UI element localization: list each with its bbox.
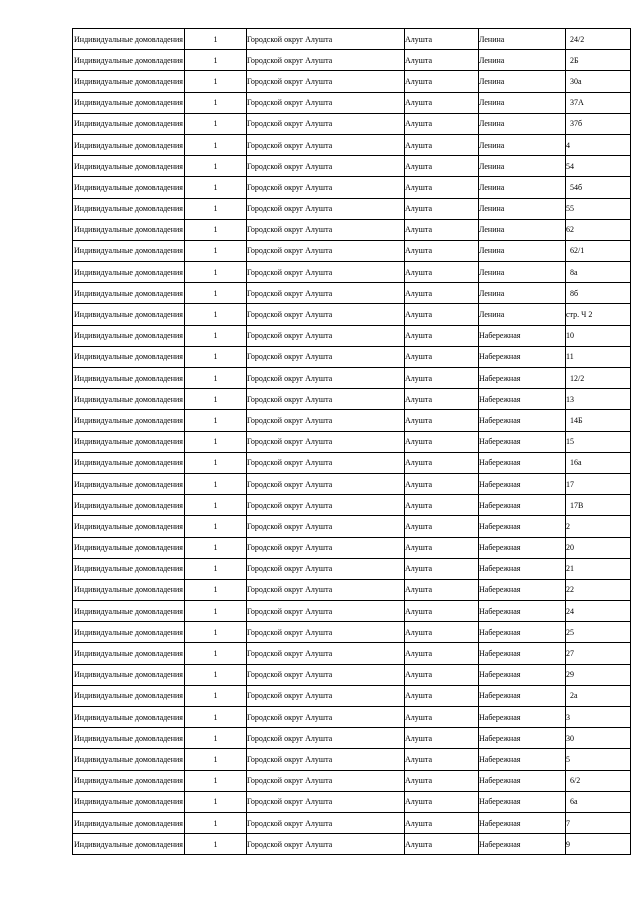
city-cell: Алушта	[405, 812, 479, 833]
city-cell: Алушта	[405, 283, 479, 304]
city-cell: Алушта	[405, 558, 479, 579]
table-row	[73, 368, 631, 389]
city-cell: Алушта	[405, 71, 479, 92]
street-cell: Набережная	[479, 325, 566, 346]
municipality-cell: Городской округ Алушта	[247, 368, 405, 389]
street-cell: Набережная	[479, 410, 566, 431]
municipality-cell: Городской округ Алушта	[247, 177, 405, 198]
street-cell: Набережная	[479, 834, 566, 855]
municipality-cell: Городской округ Алушта	[247, 812, 405, 833]
quantity-cell: 1	[185, 113, 247, 134]
table-row	[73, 240, 631, 261]
house-number-cell: 6а	[566, 791, 631, 812]
municipality-cell: Городской округ Алушта	[247, 495, 405, 516]
table-row	[73, 558, 631, 579]
type-cell: Индивидуальные домовладения	[73, 749, 185, 770]
table-row	[73, 389, 631, 410]
house-number-cell: 21	[566, 558, 631, 579]
municipality-cell: Городской округ Алушта	[247, 516, 405, 537]
type-cell: Индивидуальные домовладения	[73, 579, 185, 600]
city-cell: Алушта	[405, 622, 479, 643]
table-row	[73, 749, 631, 770]
city-cell: Алушта	[405, 92, 479, 113]
house-number-cell: 12/2	[566, 368, 631, 389]
house-number-cell: 54	[566, 156, 631, 177]
house-number-cell: 54б	[566, 177, 631, 198]
municipality-cell: Городской округ Алушта	[247, 262, 405, 283]
city-cell: Алушта	[405, 537, 479, 558]
street-cell: Ленина	[479, 177, 566, 198]
type-cell: Индивидуальные домовладения	[73, 834, 185, 855]
municipality-cell: Городской округ Алушта	[247, 134, 405, 155]
type-cell: Индивидуальные домовладения	[73, 791, 185, 812]
city-cell: Алушта	[405, 473, 479, 494]
street-cell: Ленина	[479, 50, 566, 71]
municipality-cell: Городской округ Алушта	[247, 685, 405, 706]
city-cell: Алушта	[405, 156, 479, 177]
table-row	[73, 198, 631, 219]
quantity-cell: 1	[185, 473, 247, 494]
street-cell: Набережная	[479, 770, 566, 791]
municipality-cell: Городской округ Алушта	[247, 452, 405, 473]
quantity-cell: 1	[185, 622, 247, 643]
city-cell: Алушта	[405, 219, 479, 240]
type-cell: Индивидуальные домовладения	[73, 325, 185, 346]
municipality-cell: Городской округ Алушта	[247, 707, 405, 728]
house-number-cell: 10	[566, 325, 631, 346]
house-number-cell: 37А	[566, 92, 631, 113]
city-cell: Алушта	[405, 601, 479, 622]
municipality-cell: Городской округ Алушта	[247, 29, 405, 50]
house-number-cell: 24/2	[566, 29, 631, 50]
type-cell: Индивидуальные домовладения	[73, 177, 185, 198]
type-cell: Индивидуальные домовладения	[73, 537, 185, 558]
type-cell: Индивидуальные домовладения	[73, 92, 185, 113]
house-number-cell: 2Б	[566, 50, 631, 71]
house-number-cell: 24	[566, 601, 631, 622]
type-cell: Индивидуальные домовладения	[73, 601, 185, 622]
type-cell: Индивидуальные домовладения	[73, 622, 185, 643]
municipality-cell: Городской округ Алушта	[247, 728, 405, 749]
quantity-cell: 1	[185, 410, 247, 431]
type-cell: Индивидуальные домовладения	[73, 473, 185, 494]
municipality-cell: Городской округ Алушта	[247, 579, 405, 600]
street-cell: Набережная	[479, 579, 566, 600]
house-number-cell: 16а	[566, 452, 631, 473]
type-cell: Индивидуальные домовладения	[73, 452, 185, 473]
street-cell: Набережная	[479, 558, 566, 579]
table-row	[73, 71, 631, 92]
quantity-cell: 1	[185, 389, 247, 410]
quantity-cell: 1	[185, 283, 247, 304]
house-number-cell: 14Б	[566, 410, 631, 431]
street-cell: Набережная	[479, 601, 566, 622]
house-number-cell: 2а	[566, 685, 631, 706]
house-number-cell: 30а	[566, 71, 631, 92]
city-cell: Алушта	[405, 325, 479, 346]
table-row	[73, 113, 631, 134]
quantity-cell: 1	[185, 537, 247, 558]
house-number-cell: 62/1	[566, 240, 631, 261]
table-row	[73, 579, 631, 600]
house-number-cell: 6/2	[566, 770, 631, 791]
house-number-cell: 20	[566, 537, 631, 558]
table-row	[73, 304, 631, 325]
type-cell: Индивидуальные домовладения	[73, 29, 185, 50]
quantity-cell: 1	[185, 834, 247, 855]
city-cell: Алушта	[405, 29, 479, 50]
quantity-cell: 1	[185, 29, 247, 50]
quantity-cell: 1	[185, 304, 247, 325]
table-row	[73, 219, 631, 240]
house-number-cell: 8б	[566, 283, 631, 304]
quantity-cell: 1	[185, 346, 247, 367]
type-cell: Индивидуальные домовладения	[73, 707, 185, 728]
quantity-cell: 1	[185, 812, 247, 833]
table-row	[73, 29, 631, 50]
table-row	[73, 812, 631, 833]
city-cell: Алушта	[405, 113, 479, 134]
type-cell: Индивидуальные домовладения	[73, 219, 185, 240]
city-cell: Алушта	[405, 728, 479, 749]
quantity-cell: 1	[185, 643, 247, 664]
city-cell: Алушта	[405, 134, 479, 155]
type-cell: Индивидуальные домовладения	[73, 134, 185, 155]
municipality-cell: Городской округ Алушта	[247, 50, 405, 71]
type-cell: Индивидуальные домовладения	[73, 156, 185, 177]
city-cell: Алушта	[405, 346, 479, 367]
type-cell: Индивидуальные домовладения	[73, 304, 185, 325]
house-number-cell: 37б	[566, 113, 631, 134]
city-cell: Алушта	[405, 664, 479, 685]
city-cell: Алушта	[405, 770, 479, 791]
municipality-cell: Городской округ Алушта	[247, 749, 405, 770]
municipality-cell: Городской округ Алушта	[247, 71, 405, 92]
house-number-cell: стр. Ч 2	[566, 304, 631, 325]
city-cell: Алушта	[405, 791, 479, 812]
street-cell: Набережная	[479, 495, 566, 516]
street-cell: Ленина	[479, 262, 566, 283]
street-cell: Набережная	[479, 368, 566, 389]
street-cell: Ленина	[479, 92, 566, 113]
street-cell: Ленина	[479, 29, 566, 50]
quantity-cell: 1	[185, 791, 247, 812]
quantity-cell: 1	[185, 240, 247, 261]
municipality-cell: Городской округ Алушта	[247, 537, 405, 558]
house-number-cell: 2	[566, 516, 631, 537]
municipality-cell: Городской округ Алушта	[247, 304, 405, 325]
table-row	[73, 346, 631, 367]
street-cell: Набережная	[479, 643, 566, 664]
quantity-cell: 1	[185, 198, 247, 219]
street-cell: Набережная	[479, 452, 566, 473]
table-row	[73, 791, 631, 812]
table-row	[73, 685, 631, 706]
house-number-cell: 62	[566, 219, 631, 240]
municipality-cell: Городской округ Алушта	[247, 240, 405, 261]
house-number-cell: 27	[566, 643, 631, 664]
table-row	[73, 537, 631, 558]
type-cell: Индивидуальные домовладения	[73, 113, 185, 134]
municipality-cell: Городской округ Алушта	[247, 770, 405, 791]
city-cell: Алушта	[405, 495, 479, 516]
municipality-cell: Городской округ Алушта	[247, 283, 405, 304]
quantity-cell: 1	[185, 50, 247, 71]
street-cell: Набережная	[479, 537, 566, 558]
type-cell: Индивидуальные домовладения	[73, 346, 185, 367]
street-cell: Ленина	[479, 156, 566, 177]
street-cell: Ленина	[479, 304, 566, 325]
table-row	[73, 728, 631, 749]
city-cell: Алушта	[405, 749, 479, 770]
table-row	[73, 452, 631, 473]
type-cell: Индивидуальные домовладения	[73, 389, 185, 410]
quantity-cell: 1	[185, 452, 247, 473]
house-number-cell: 25	[566, 622, 631, 643]
city-cell: Алушта	[405, 50, 479, 71]
type-cell: Индивидуальные домовладения	[73, 410, 185, 431]
table-row	[73, 516, 631, 537]
street-cell: Набережная	[479, 516, 566, 537]
type-cell: Индивидуальные домовладения	[73, 664, 185, 685]
type-cell: Индивидуальные домовладения	[73, 685, 185, 706]
municipality-cell: Городской округ Алушта	[247, 346, 405, 367]
table-row	[73, 664, 631, 685]
table-row	[73, 262, 631, 283]
type-cell: Индивидуальные домовладения	[73, 770, 185, 791]
street-cell: Набережная	[479, 749, 566, 770]
table-row	[73, 601, 631, 622]
city-cell: Алушта	[405, 579, 479, 600]
type-cell: Индивидуальные домовладения	[73, 262, 185, 283]
quantity-cell: 1	[185, 579, 247, 600]
quantity-cell: 1	[185, 749, 247, 770]
city-cell: Алушта	[405, 707, 479, 728]
house-number-cell: 11	[566, 346, 631, 367]
type-cell: Индивидуальные домовладения	[73, 71, 185, 92]
street-cell: Набережная	[479, 791, 566, 812]
city-cell: Алушта	[405, 431, 479, 452]
street-cell: Ленина	[479, 198, 566, 219]
municipality-cell: Городской округ Алушта	[247, 558, 405, 579]
municipality-cell: Городской округ Алушта	[247, 622, 405, 643]
street-cell: Набережная	[479, 685, 566, 706]
city-cell: Алушта	[405, 643, 479, 664]
house-number-cell: 30	[566, 728, 631, 749]
quantity-cell: 1	[185, 431, 247, 452]
house-number-cell: 22	[566, 579, 631, 600]
street-cell: Ленина	[479, 283, 566, 304]
house-number-cell: 3	[566, 707, 631, 728]
city-cell: Алушта	[405, 410, 479, 431]
house-number-cell: 7	[566, 812, 631, 833]
type-cell: Индивидуальные домовладения	[73, 728, 185, 749]
quantity-cell: 1	[185, 92, 247, 113]
street-cell: Набережная	[479, 473, 566, 494]
table-row	[73, 156, 631, 177]
table-row	[73, 834, 631, 855]
municipality-cell: Городской округ Алушта	[247, 834, 405, 855]
quantity-cell: 1	[185, 516, 247, 537]
street-cell: Набережная	[479, 812, 566, 833]
quantity-cell: 1	[185, 770, 247, 791]
quantity-cell: 1	[185, 558, 247, 579]
street-cell: Набережная	[479, 622, 566, 643]
table-body	[73, 29, 631, 855]
type-cell: Индивидуальные домовладения	[73, 516, 185, 537]
table-row	[73, 770, 631, 791]
table-row	[73, 410, 631, 431]
quantity-cell: 1	[185, 601, 247, 622]
table-row	[73, 495, 631, 516]
quantity-cell: 1	[185, 134, 247, 155]
municipality-cell: Городской округ Алушта	[247, 431, 405, 452]
table-row	[73, 283, 631, 304]
table-row	[73, 325, 631, 346]
table-row	[73, 643, 631, 664]
city-cell: Алушта	[405, 685, 479, 706]
quantity-cell: 1	[185, 156, 247, 177]
municipality-cell: Городской округ Алушта	[247, 643, 405, 664]
house-number-cell: 9	[566, 834, 631, 855]
quantity-cell: 1	[185, 685, 247, 706]
municipality-cell: Городской округ Алушта	[247, 198, 405, 219]
city-cell: Алушта	[405, 516, 479, 537]
municipality-cell: Городской округ Алушта	[247, 664, 405, 685]
table-row	[73, 622, 631, 643]
table-row	[73, 431, 631, 452]
street-cell: Набережная	[479, 346, 566, 367]
quantity-cell: 1	[185, 325, 247, 346]
municipality-cell: Городской округ Алушта	[247, 473, 405, 494]
city-cell: Алушта	[405, 177, 479, 198]
quantity-cell: 1	[185, 664, 247, 685]
table-row	[73, 707, 631, 728]
city-cell: Алушта	[405, 304, 479, 325]
table-row	[73, 134, 631, 155]
city-cell: Алушта	[405, 368, 479, 389]
type-cell: Индивидуальные домовладения	[73, 643, 185, 664]
house-number-cell: 5	[566, 749, 631, 770]
street-cell: Набережная	[479, 664, 566, 685]
municipality-cell: Городской округ Алушта	[247, 113, 405, 134]
street-cell: Ленина	[479, 113, 566, 134]
city-cell: Алушта	[405, 262, 479, 283]
municipality-cell: Городской округ Алушта	[247, 325, 405, 346]
quantity-cell: 1	[185, 177, 247, 198]
street-cell: Набережная	[479, 707, 566, 728]
municipality-cell: Городской округ Алушта	[247, 791, 405, 812]
quantity-cell: 1	[185, 368, 247, 389]
street-cell: Ленина	[479, 219, 566, 240]
type-cell: Индивидуальные домовладения	[73, 431, 185, 452]
quantity-cell: 1	[185, 71, 247, 92]
quantity-cell: 1	[185, 219, 247, 240]
type-cell: Индивидуальные домовладения	[73, 240, 185, 261]
city-cell: Алушта	[405, 198, 479, 219]
street-cell: Ленина	[479, 71, 566, 92]
table-row	[73, 177, 631, 198]
quantity-cell: 1	[185, 707, 247, 728]
city-cell: Алушта	[405, 452, 479, 473]
municipality-cell: Городской округ Алушта	[247, 410, 405, 431]
table-row	[73, 473, 631, 494]
house-number-cell: 15	[566, 431, 631, 452]
type-cell: Индивидуальные домовладения	[73, 283, 185, 304]
municipality-cell: Городской округ Алушта	[247, 601, 405, 622]
municipality-cell: Городской округ Алушта	[247, 219, 405, 240]
house-number-cell: 4	[566, 134, 631, 155]
type-cell: Индивидуальные домовладения	[73, 198, 185, 219]
house-number-cell: 17В	[566, 495, 631, 516]
house-number-cell: 17	[566, 473, 631, 494]
type-cell: Индивидуальные домовладения	[73, 495, 185, 516]
address-table	[72, 28, 631, 855]
house-number-cell: 8а	[566, 262, 631, 283]
type-cell: Индивидуальные домовладения	[73, 558, 185, 579]
street-cell: Ленина	[479, 240, 566, 261]
table-row	[73, 92, 631, 113]
municipality-cell: Городской округ Алушта	[247, 92, 405, 113]
city-cell: Алушта	[405, 389, 479, 410]
type-cell: Индивидуальные домовладения	[73, 368, 185, 389]
quantity-cell: 1	[185, 728, 247, 749]
street-cell: Набережная	[479, 431, 566, 452]
municipality-cell: Городской округ Алушта	[247, 389, 405, 410]
house-number-cell: 55	[566, 198, 631, 219]
house-number-cell: 13	[566, 389, 631, 410]
table-row	[73, 50, 631, 71]
street-cell: Набережная	[479, 728, 566, 749]
quantity-cell: 1	[185, 495, 247, 516]
street-cell: Набережная	[479, 389, 566, 410]
street-cell: Ленина	[479, 134, 566, 155]
quantity-cell: 1	[185, 262, 247, 283]
type-cell: Индивидуальные домовладения	[73, 50, 185, 71]
house-number-cell: 29	[566, 664, 631, 685]
city-cell: Алушта	[405, 240, 479, 261]
type-cell: Индивидуальные домовладения	[73, 812, 185, 833]
municipality-cell: Городской округ Алушта	[247, 156, 405, 177]
city-cell: Алушта	[405, 834, 479, 855]
